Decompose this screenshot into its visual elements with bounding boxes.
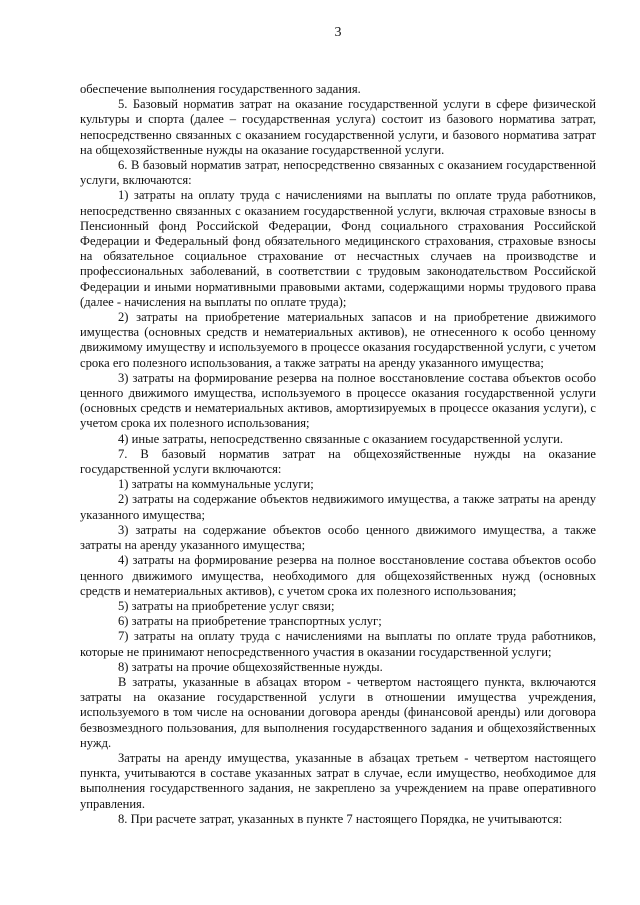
paragraph-item-5: 5. Базовый норматив затрат на оказание государственной услуги в сфере физической культуры и спорта (далее – государственная услуга) состоит из базового норматива затрат, непосредственно связанных с оказанием государственной услуги, и базового норматива затрат на общехозяйственные нужды на оказание государственной услуги. (80, 97, 596, 157)
paragraph-6-subitem-4: 4) иные затраты, непосредственно связанные с оказанием государственной услуги. (118, 431, 564, 446)
paragraph-7-subitem-6: 6) затраты на приобретение транспортных услуг; (118, 614, 382, 629)
paragraph-item-8: 8. При расчете затрат, указанных в пункте 7 настоящего Порядка, не учитываются: (118, 811, 563, 826)
paragraph-7-subitem-7: 7) затраты на оплату труда с начислениями на выплаты по оплате труда работников, которые не принимают непосредственного участия в оказании государственной услуги; (80, 629, 596, 659)
paragraph-7-subitem-3: 3) затраты на содержание объектов особо ценного движимого имущества, а также затраты на аренду указанного имущества; (80, 522, 596, 553)
page-number: 3 (334, 25, 342, 40)
paragraph-item-6: 6. В базовый норматив затрат, непосредственно связанных с оказанием государственной услуги, включаются: (80, 158, 596, 188)
paragraph-7-subitem-4: 4) затраты на формирование резерва на полное восстановление состава объектов особо ценного движимого имущества, необходимого для общехозяйственных нужд (основных средств и нематериальных активов), с учетом срока их полезного использования; (80, 553, 596, 598)
paragraph-7-subitem-2: 2) затраты на содержание объектов недвижимого имущества, а также затраты на аренду указанного имущества; (80, 492, 596, 522)
paragraph-item-7: 7. В базовый норматив затрат на общехозяйственные нужды на оказание государственной услуги включаются: (80, 446, 596, 477)
document-page (80, 0, 596, 905)
paragraph-7-note-1: В затраты, указанные в абзацах втором - четвертом настоящего пункта, включаются затраты на оказание государственной услуги в отношении имущества учреждения, используемого в том числе на основании договора аренды (финансовой аренды) или договора безвозмездного пользования, для выполнения государственного задания и общехозяйственных нужд. (80, 674, 596, 750)
paragraph-7-subitem-8: 8) затраты на прочие общехозяйственные нужды. (118, 659, 383, 674)
paragraph-6-subitem-3: 3) затраты на формирование резерва на полное восстановление состава объектов особо ценного движимого имущества, используемого в процессе оказания государственной услуги (основных средств и нематериальных активов, амортизируемых в процессе оказания услуги), с учетом срока их полезного использования; (80, 370, 596, 431)
paragraph-7-note-2: Затраты на аренду имущества, указанные в абзацах третьем - четвертом настоящего пункта, учитываются в составе указанных затрат в случае, если имущество, необходимое для выполнения государственного задания, не закреплено за учреждением на праве оперативного управления. (80, 750, 596, 811)
paragraph-7-subitem-5: 5) затраты на приобретение услуг связи; (118, 598, 335, 613)
paragraph-6-subitem-2: 2) затраты на приобретение материальных запасов и на приобретение движимого имущества (основных средств и нематериальных активов), не отнесенного к особо ценному движимому имуществу и используемого в процессе оказания государственной услуги, с учетом срока его полезного использования, а также затраты на аренду указанного имущества; (80, 310, 596, 370)
document-body (80, 82, 596, 827)
paragraph-continuation: обеспечение выполнения государственного задания. (80, 82, 361, 96)
paragraph-6-subitem-1: 1) затраты на оплату труда с начислениями на выплаты по оплате труда работников, непосредственно связанных с оказанием государственной услуги, включая страховые взносы в Пенсионный фонд Российской Федерации, Фонд социального страхования Российской Федерации и Федеральный фонд обязательного медицинского страхования, страховые взносы на обязательное социальное страхование от несчастных случаев на производстве и профессиональных заболеваний, в соответствии с трудовым законодательством Российской Федерации и иными нормативными правовыми актами, содержащими нормы трудового права (далее - начисления на выплаты по оплате труда); (80, 188, 596, 309)
paragraph-7-subitem-1: 1) затраты на коммунальные услуги; (118, 477, 314, 492)
